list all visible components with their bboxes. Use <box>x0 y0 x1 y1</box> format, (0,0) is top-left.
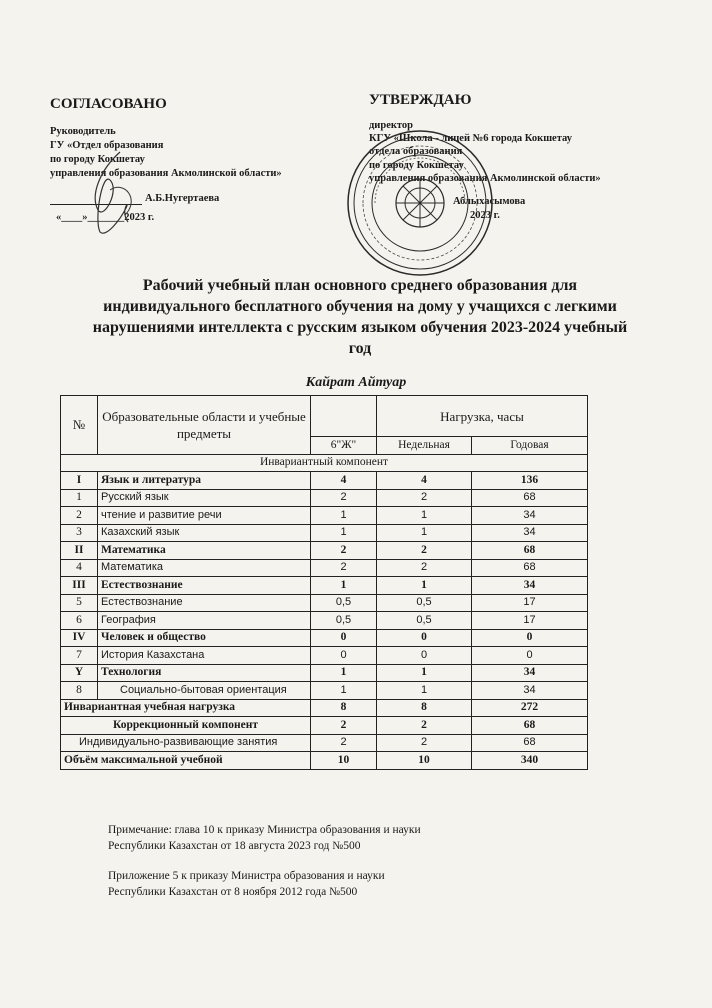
left-position-line: Руководитель <box>50 126 116 137</box>
row-num: Y <box>61 664 98 682</box>
row-class-hours: 0 <box>311 647 377 665</box>
row-num: I <box>61 472 98 490</box>
note-line: Республики Казахстан от 8 ноября 2012 года №500 <box>108 886 358 898</box>
right-date: 2023 г. <box>470 210 500 221</box>
row-yearly-hours: 17 <box>472 594 588 612</box>
row-weekly-hours: 0 <box>377 629 472 647</box>
row-class-hours: 4 <box>311 472 377 490</box>
right-organization-line: по городу Кокшетау <box>369 160 464 171</box>
section-row <box>61 454 588 472</box>
row-yearly-hours: 34 <box>472 507 588 525</box>
row-num: 5 <box>61 594 98 612</box>
invariant-total-row <box>61 699 588 717</box>
row-num: 3 <box>61 524 98 542</box>
document-title: Рабочий учебный план основного среднего образования для индивидуального бесплатного обучения на дому у учащихся с легкими нарушениями интеллекта с русским языком обучения 2023-2024 учебный год <box>92 277 628 357</box>
row-weekly-hours: 4 <box>377 472 472 490</box>
agreed-title: СОГЛАСОВАНО <box>50 96 167 112</box>
right-organization-line: управления образования Акмолинской области» <box>369 173 601 184</box>
row-num: 8 <box>61 682 98 700</box>
header-class: 6"Ж" <box>311 437 377 455</box>
row-subject: Технология <box>98 664 311 682</box>
max-total-class: 10 <box>311 752 377 770</box>
row-class-hours: 0,5 <box>311 612 377 630</box>
max-total-weekly: 10 <box>377 752 472 770</box>
row-class-hours: 2 <box>311 489 377 507</box>
left-organization-line: по городу Кокшетау <box>50 154 145 165</box>
table-row-area <box>61 472 588 490</box>
row-subject: Казахский язык <box>98 524 311 542</box>
table-header-row <box>61 396 588 437</box>
invariant-total-weekly: 8 <box>377 699 472 717</box>
row-weekly-hours: 2 <box>377 542 472 560</box>
row-subject: чтение и развитие речи <box>98 507 311 525</box>
individual-yearly: 68 <box>472 734 588 752</box>
row-yearly-hours: 68 <box>472 542 588 560</box>
left-date: «____»_______2023 г. <box>56 212 155 223</box>
table-row-area <box>61 577 588 595</box>
row-num: 1 <box>61 489 98 507</box>
handwritten-signature <box>80 150 150 240</box>
right-position-line: директор <box>369 120 414 131</box>
row-weekly-hours: 0,5 <box>377 594 472 612</box>
official-stamp-seal <box>345 128 495 278</box>
header-subject: Образовательные области и учебные предметы <box>98 396 311 455</box>
right-signatory-name: Аблыхасымова <box>453 196 526 207</box>
invariant-total-class: 8 <box>311 699 377 717</box>
row-subject: Русский язык <box>98 489 311 507</box>
row-yearly-hours: 0 <box>472 629 588 647</box>
table-row-subject <box>61 682 588 700</box>
max-total-yearly: 340 <box>472 752 588 770</box>
table-row-area <box>61 664 588 682</box>
row-num: III <box>61 577 98 595</box>
row-subject: Математика <box>98 559 311 577</box>
correction-weekly: 2 <box>377 717 472 735</box>
individual-label: Индивидуально-развивающие занятия <box>61 734 311 752</box>
row-subject: Социально-бытовая ориентация <box>98 682 311 700</box>
row-class-hours: 0,5 <box>311 594 377 612</box>
row-subject: Математика <box>98 542 311 560</box>
approve-title: УТВЕРЖДАЮ <box>369 92 472 108</box>
row-subject: География <box>98 612 311 630</box>
row-yearly-hours: 34 <box>472 664 588 682</box>
row-num: II <box>61 542 98 560</box>
table-row-subject <box>61 647 588 665</box>
row-weekly-hours: 0 <box>377 647 472 665</box>
row-yearly-hours: 68 <box>472 489 588 507</box>
note-line: Республики Казахстан от 18 августа 2023 год №500 <box>108 840 361 852</box>
right-organization-line: отдела образования <box>369 146 463 157</box>
row-weekly-hours: 0,5 <box>377 612 472 630</box>
row-subject: История Казахстана <box>98 647 311 665</box>
row-yearly-hours: 0 <box>472 647 588 665</box>
row-class-hours: 1 <box>311 507 377 525</box>
table-row-area <box>61 629 588 647</box>
header-empty <box>311 396 377 437</box>
row-num: 7 <box>61 647 98 665</box>
individual-class: 2 <box>311 734 377 752</box>
row-num: 4 <box>61 559 98 577</box>
section-invariant-label: Инвариантный компонент <box>61 454 588 472</box>
header-load: Нагрузка, часы <box>377 396 588 437</box>
row-weekly-hours: 1 <box>377 682 472 700</box>
row-subject: Человек и общество <box>98 629 311 647</box>
table-row-subject <box>61 507 588 525</box>
table-row-subject <box>61 559 588 577</box>
table-row-area <box>61 542 588 560</box>
row-class-hours: 2 <box>311 559 377 577</box>
table-row-subject <box>61 594 588 612</box>
correction-row <box>61 717 588 735</box>
row-yearly-hours: 136 <box>472 472 588 490</box>
row-yearly-hours: 68 <box>472 559 588 577</box>
invariant-total-yearly: 272 <box>472 699 588 717</box>
individual-row <box>61 734 588 752</box>
row-class-hours: 0 <box>311 629 377 647</box>
header-weekly: Недельная <box>377 437 472 455</box>
row-num: IV <box>61 629 98 647</box>
table-row-subject <box>61 524 588 542</box>
row-subject: Язык и литература <box>98 472 311 490</box>
correction-label: Коррекционный компонент <box>61 717 311 735</box>
row-class-hours: 1 <box>311 682 377 700</box>
curriculum-table <box>60 395 588 770</box>
row-yearly-hours: 34 <box>472 682 588 700</box>
correction-yearly: 68 <box>472 717 588 735</box>
right-organization-line: КГУ «Школа - лицей №6 города Кокшетау <box>369 133 572 144</box>
max-total-row <box>61 752 588 770</box>
table-row-subject <box>61 612 588 630</box>
student-name: Кайрат Айтуар <box>305 375 407 390</box>
row-weekly-hours: 1 <box>377 507 472 525</box>
max-total-label: Объём максимальной учебной <box>61 752 311 770</box>
left-organization-line: ГУ «Отдел образования <box>50 140 164 151</box>
row-class-hours: 1 <box>311 524 377 542</box>
row-weekly-hours: 1 <box>377 664 472 682</box>
row-yearly-hours: 34 <box>472 577 588 595</box>
row-weekly-hours: 2 <box>377 489 472 507</box>
note-line: Приложение 5 к приказу Министра образования и науки <box>108 870 385 882</box>
individual-weekly: 2 <box>377 734 472 752</box>
table-body <box>61 472 588 700</box>
note-line: Примечание: глава 10 к приказу Министра образования и науки <box>108 824 421 836</box>
row-yearly-hours: 17 <box>472 612 588 630</box>
correction-class: 2 <box>311 717 377 735</box>
header-yearly: Годовая <box>472 437 588 455</box>
row-class-hours: 1 <box>311 577 377 595</box>
row-subject: Естествознание <box>98 577 311 595</box>
row-weekly-hours: 1 <box>377 524 472 542</box>
row-num: 2 <box>61 507 98 525</box>
invariant-total-label: Инвариантная учебная нагрузка <box>61 699 311 717</box>
table-row-subject <box>61 489 588 507</box>
row-class-hours: 1 <box>311 664 377 682</box>
header-num: № <box>61 396 98 455</box>
row-weekly-hours: 1 <box>377 577 472 595</box>
row-subject: Естествознание <box>98 594 311 612</box>
row-yearly-hours: 34 <box>472 524 588 542</box>
row-num: 6 <box>61 612 98 630</box>
row-class-hours: 2 <box>311 542 377 560</box>
left-signatory-name: А.Б.Нугертаева <box>145 193 220 204</box>
left-organization-line: управления образования Акмолинской области» <box>50 168 282 179</box>
row-weekly-hours: 2 <box>377 559 472 577</box>
